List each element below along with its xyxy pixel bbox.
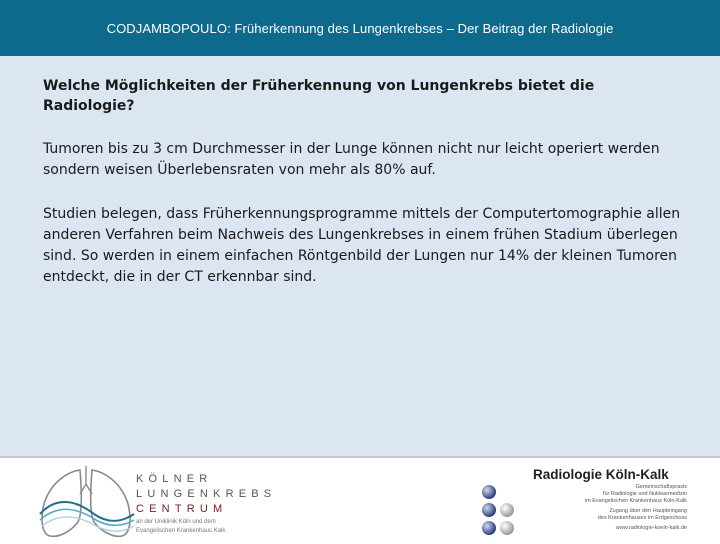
slide-title: CODJAMBOPOULO: Früherkennung des Lungenkrebses – Der Beitrag der Radiologie xyxy=(106,20,614,36)
dots-logo-icon xyxy=(478,484,522,544)
slide-header xyxy=(0,0,720,56)
paragraph-tumor-size: Tumoren bis zu 3 cm Durchmesser in der Lunge können nicht nur leicht operiert werden sondern weisen Überlebensraten von mehr als 80% auf. xyxy=(43,141,660,178)
logo-text xyxy=(136,472,276,535)
logo-subline-2: Evangelischen Krankenhaus Kalk xyxy=(136,528,226,534)
logo-line-lungenkrebs: LUNGENKREBS xyxy=(136,488,277,500)
footer xyxy=(0,456,720,540)
logo-line-koelner: KÖLNER xyxy=(136,473,213,485)
paragraph-studies: Studien belegen, dass Früherkennungsprogramme mittels der Computertomographie allen anderen Verfahren beim Nachweis des Lungenkrebses in einem frühen Stadium überlegen sind. So werden in einem einfachen Röntgenbild der Lungen nur 14% der kleinen Tumoren entdeckt, die in der CT erkennbar sind. xyxy=(43,206,681,285)
lungs-icon xyxy=(36,464,136,540)
logo-subline-1: an der Uniklinik Köln und dem xyxy=(136,519,216,525)
info-line-5: des Krankenhauses im Erdgeschoss xyxy=(597,515,687,521)
logo-line-centrum: CENTRUM xyxy=(136,503,228,515)
radiologie-koeln-kalk-logo xyxy=(478,464,718,540)
radiologie-title: Radiologie Köln-Kalk xyxy=(533,467,669,482)
info-line-2: für Radiologie und Nuklearmedizin xyxy=(602,491,687,497)
question-heading: Welche Möglichkeiten der Früherkennung von Lungenkrebs bietet die Radiologie? xyxy=(43,78,595,114)
lungenkrebs-centrum-logo xyxy=(30,464,330,540)
info-line-3: im Evangelischen Krankenhaus Köln-Kalk xyxy=(584,498,687,504)
info-line-6: www.radiologie-koeln-kalk.de xyxy=(615,525,687,531)
info-line-1: Gemeinschaftspraxis xyxy=(635,484,687,490)
radiologie-info xyxy=(562,484,687,532)
info-line-4: Zugang über den Haupteingang xyxy=(609,508,687,514)
